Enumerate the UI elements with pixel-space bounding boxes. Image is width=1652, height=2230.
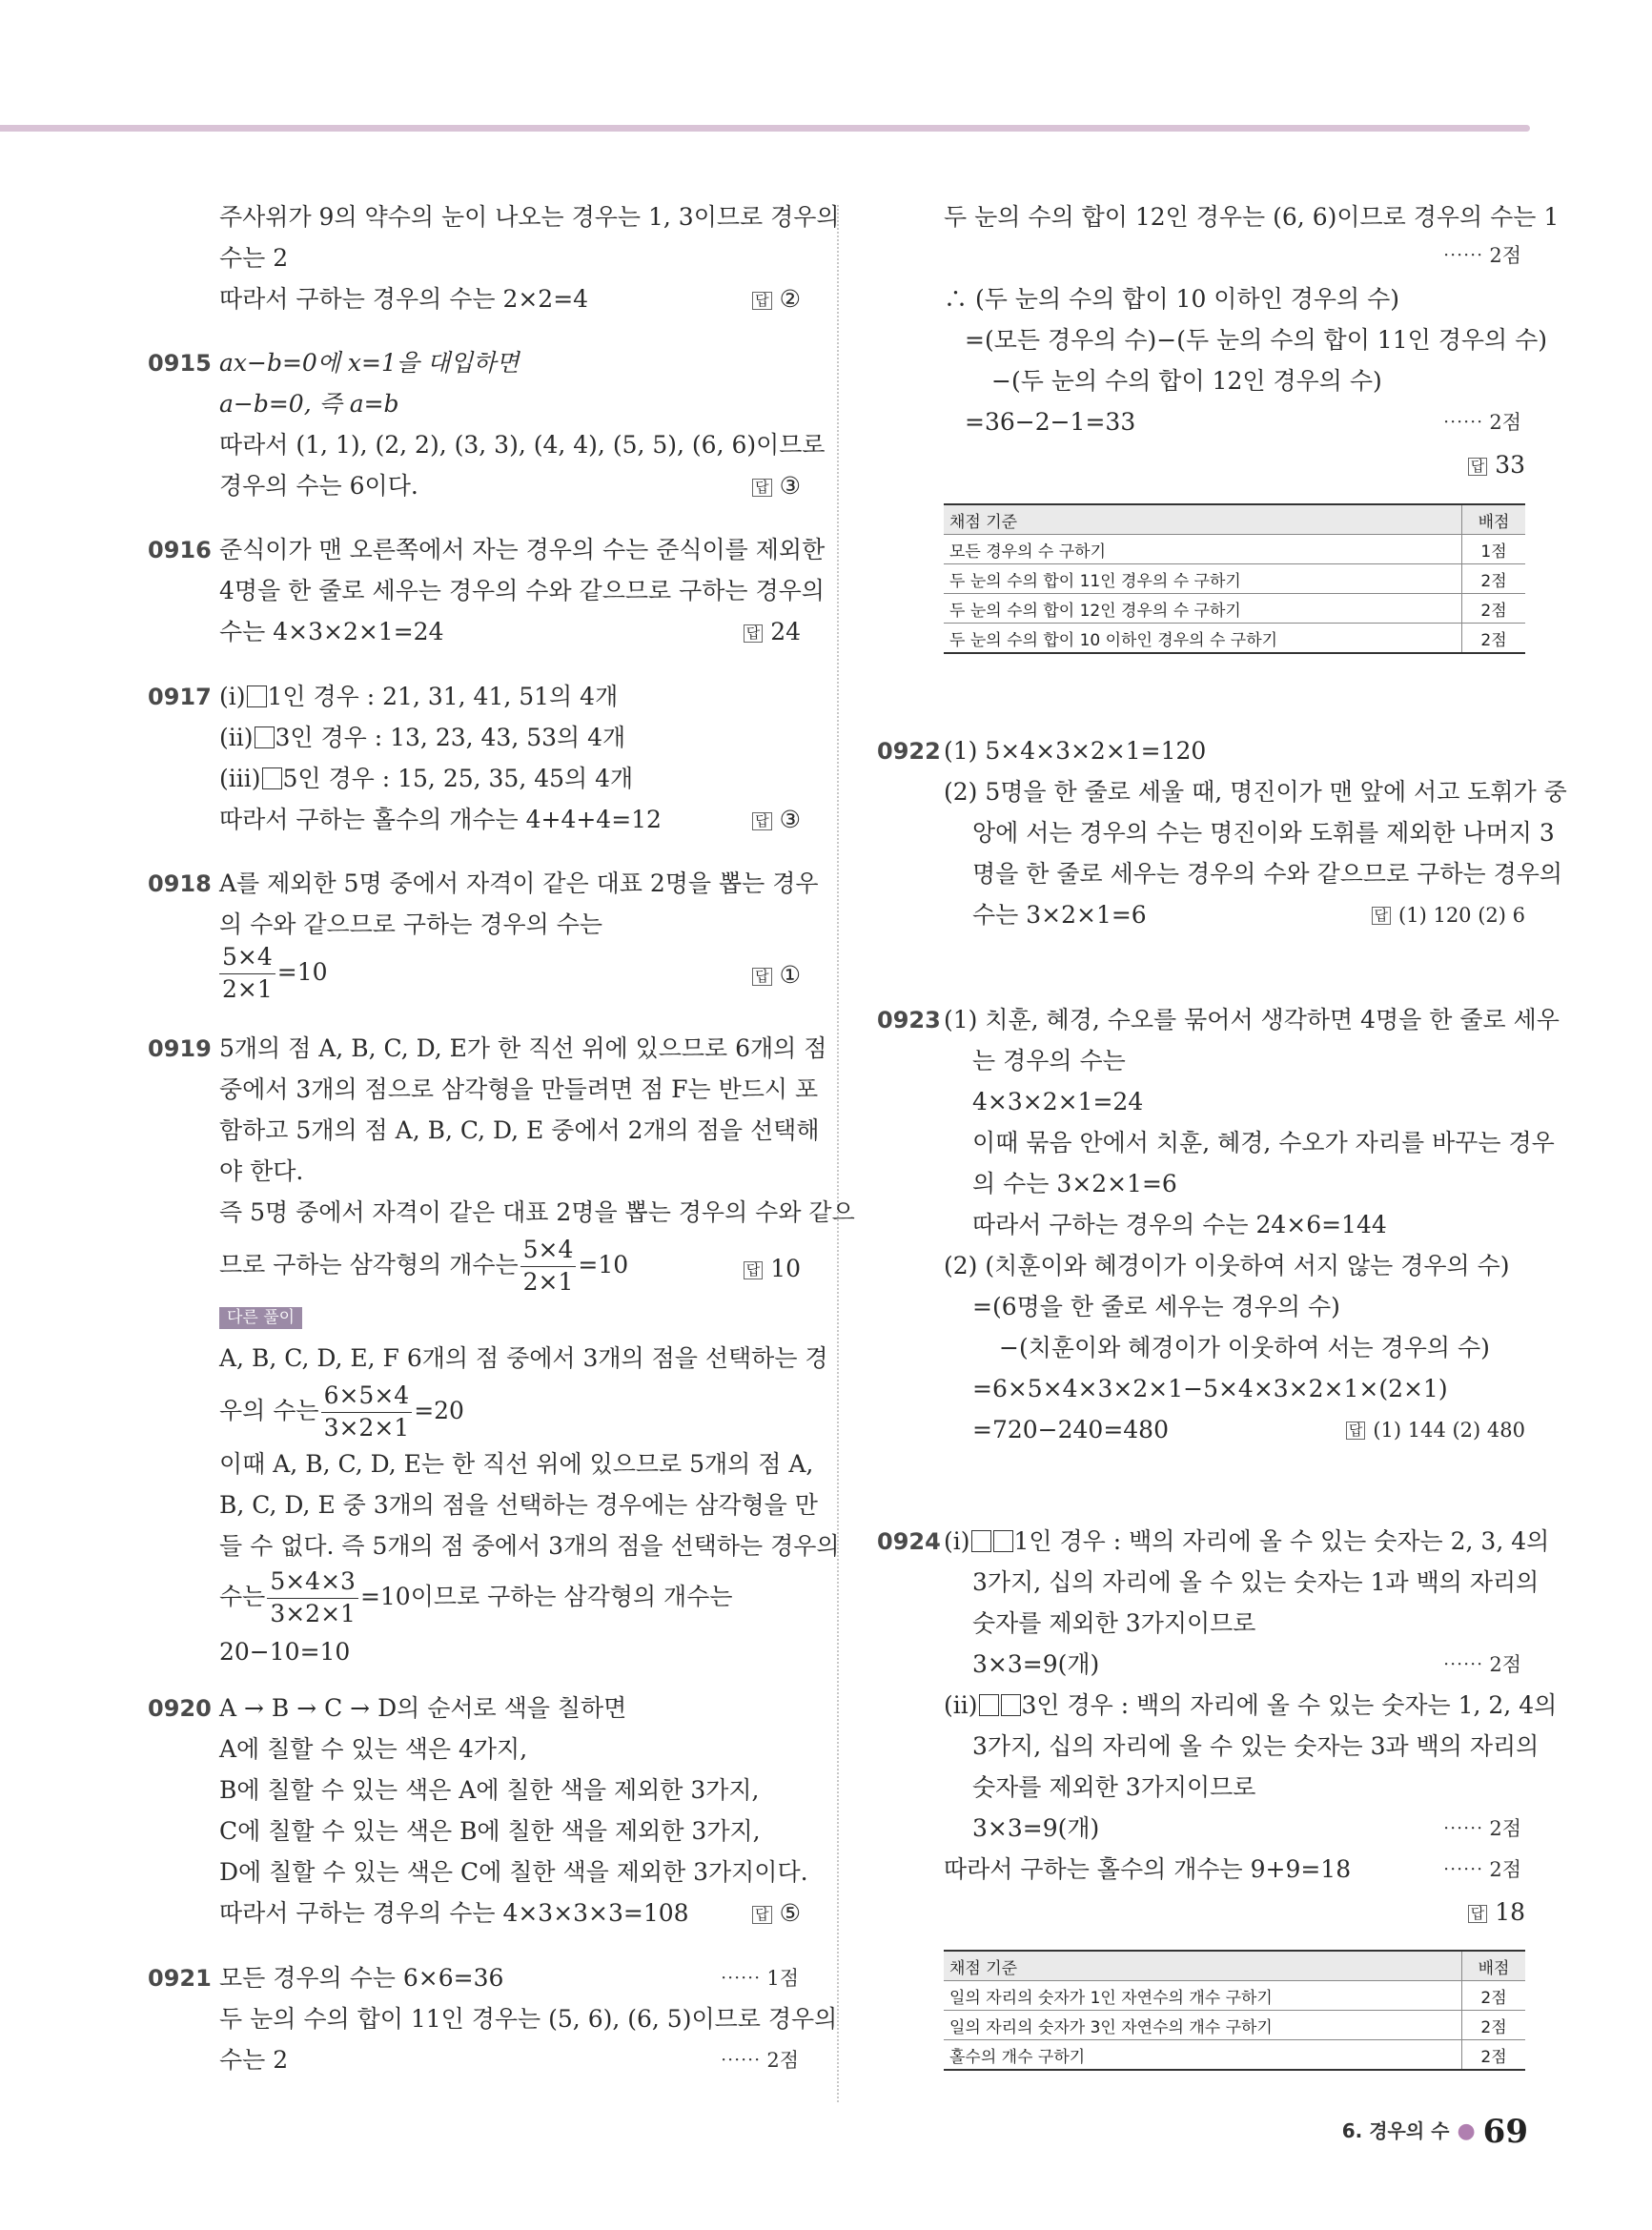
text-line: =720−240=480 [972,1416,1169,1443]
score-mark: ⋯⋯ 1점 [720,1967,799,1990]
grading-table [944,503,1525,654]
fraction: $\frac{6\times 5\times 4}{3\times 2\times 1}$ [321,1382,413,1442]
text-line: 3가지, 십의 자리에 올 수 있는 숫자는 3과 백의 자리의 [972,1732,1540,1760]
text-line: B, C, D, E 중 3개의 점을 선택하는 경우에는 삼각형을 만 [219,1491,818,1519]
problem-number: 0920 [148,1695,212,1722]
text-line: 수는 4×3×2×1=24 [219,618,444,645]
text-line: (i) 1인 경우 : 21, 31, 41, 51의 4개 [219,683,619,710]
table-row [944,2040,1525,2071]
answer-mark: 답 24 [744,620,801,644]
bullet-icon: ● [1457,2119,1476,2143]
text-line: 따라서 구하는 경우의 수는 2×2=4 [219,285,589,313]
text-line: =36−2−1=33 [965,408,1136,436]
table-row [944,1981,1525,2011]
table-row [944,564,1525,594]
table-cell: 1점 [1462,535,1526,564]
problem-number: 0919 [148,1035,212,1062]
text-line: (i) 1인 경우 : 백의 자리에 올 수 있는 숫자는 2, 3, 4의 [944,1527,1550,1555]
text-line: (1) 5×4×3×2×1=120 [944,737,1207,765]
answer-mark: 답 18 [1468,1900,1525,1924]
text-line: 들 수 없다. 즉 5개의 점 중에서 3개의 점을 선택하는 경우의 [219,1532,840,1560]
text-line: 즉 5명 중에서 자격이 같은 대표 2명을 뽑는 경우의 수와 같으 [219,1198,855,1226]
text-line: 숫자를 제외한 3가지이므로 [972,1609,1256,1637]
text-line: 4명을 한 줄로 세우는 경우의 수와 같으므로 구하는 경우의 [219,577,825,604]
fraction-line: 우의 수는 $\frac{6\times 5\times 4}{3\times 2\times 1}$ =20 [219,1381,464,1442]
text-line: 따라서 구하는 경우의 수는 4×3×3×3=108 [219,1899,689,1927]
table-cell: 2점 [1462,2040,1526,2071]
problem-number: 0915 [148,350,212,377]
answer-mark: 답 ① [752,963,801,987]
text-line: 수는 3×2×1=6 [972,901,1147,929]
text-line: 두 눈의 수의 합이 12인 경우는 (6, 6)이므로 경우의 수는 1 [944,203,1560,231]
table-cell: 2점 [1462,624,1526,654]
text-line: 3×3=9(개) [972,1650,1100,1678]
top-decorative-bar [0,125,1530,132]
problem-number: 0921 [148,1965,212,1992]
table-cell: 2점 [1462,594,1526,624]
blank-square-icon [255,726,275,748]
text-line: 앙에 서는 경우의 수는 명진이와 도휘를 제외한 나머지 3 [972,819,1555,847]
score-mark: ⋯⋯ 2점 [1442,1858,1521,1881]
text-line: A → B → C → D의 순서로 색을 칠하면 [219,1694,627,1722]
table-row [944,535,1525,564]
table-header: 채점 기준 [944,1951,1462,1981]
text-line: 모든 경우의 수는 6×6=36 [219,1964,504,1992]
text-line: 수는 2 [219,2046,289,2074]
text-line: 5개의 점 A, B, C, D, E가 한 직선 위에 있으므로 6개의 점 [219,1034,827,1062]
text-line: 경우의 수는 6이다. [219,472,418,500]
table-row [944,2011,1525,2040]
answer-mark: 답 ③ [752,474,801,498]
text-line: (iii) 5인 경우 : 15, 25, 35, 45의 4개 [219,765,634,792]
text-line: 의 수는 3×2×1=6 [972,1170,1177,1197]
text-line: C에 칠할 수 있는 색은 B에 칠한 색을 제외한 3가지, [219,1817,761,1845]
blank-square-icon [262,767,282,789]
table-cell: 2점 [1462,2011,1526,2040]
text-line: (2) (치훈이와 혜경이가 이웃하여 서지 않는 경우의 수) [944,1252,1510,1279]
text-line: 는 경우의 수는 [972,1047,1126,1074]
fraction-line: 므로 구하는 삼각형의 개수는 $\frac{5\times 4}{2\times 1}$ =10 [219,1236,629,1296]
text-line: 수는 2 [219,244,289,272]
text-line: 3×3=9(개) [972,1814,1100,1842]
answer-mark: 답 ③ [752,808,801,831]
text-line: 따라서 구하는 홀수의 개수는 4+4+4=12 [219,806,662,833]
text-line: (ii) 3인 경우 : 백의 자리에 올 수 있는 숫자는 1, 2, 4의 [944,1691,1558,1719]
table-header: 배점 [1462,1951,1526,1981]
problem-number: 0916 [148,537,212,563]
fraction: $\frac{5\times 4\times 3}{3\times 2\times 1}$ [267,1568,358,1628]
text-line: 이때 묶음 안에서 치훈, 혜경, 수오가 자리를 바꾸는 경우 [972,1129,1555,1156]
text-line: A에 칠할 수 있는 색은 4가지, [219,1735,528,1763]
text-line: 4×3×2×1=24 [972,1088,1144,1115]
answer-mark: 답 ⑤ [752,1901,801,1925]
table-cell: 두 눈의 수의 합이 10 이하인 경우의 수 구하기 [944,624,1462,654]
text-line: 따라서 구하는 홀수의 개수는 9+9=18 [944,1855,1352,1883]
table-cell: 일의 자리의 숫자가 3인 자연수의 개수 구하기 [944,2011,1462,2040]
table-row [944,594,1525,624]
text-line: =6×5×4×3×2×1−5×4×3×2×1×(2×1) [972,1375,1448,1402]
text-line: 숫자를 제외한 3가지이므로 [972,1773,1256,1801]
answer-mark: 답 33 [1468,453,1525,477]
fraction-line: 수는 $\frac{5\times 4\times 3}{3\times 2\times 1}$ =10이므로 구하는 삼각형의 개수는 [219,1567,733,1627]
text-line: 3가지, 십의 자리에 올 수 있는 숫자는 1과 백의 자리의 [972,1568,1540,1596]
text-line: ax−b=0에 x=1을 대입하면 [219,349,520,377]
score-mark: ⋯⋯ 2점 [1442,244,1521,267]
text-line: 20−10=10 [219,1638,351,1666]
table-cell: 두 눈의 수의 합이 12인 경우의 수 구하기 [944,594,1462,624]
fraction-line: $\frac{5\times 4}{2\times 1}$ =10 [217,944,328,1004]
text-line: ∴ (두 눈의 수의 합이 10 이하인 경우의 수) [944,285,1399,313]
text-line: 중에서 3개의 점으로 삼각형을 만들려면 점 F는 반드시 포 [219,1075,819,1103]
text-line: (1) 치훈, 혜경, 수오를 묶어서 생각하면 4명을 한 줄로 세우 [944,1006,1560,1033]
text-line: 의 수와 같으므로 구하는 경우의 수는 [219,910,602,938]
text-line: 주사위가 9의 약수의 눈이 나오는 경우는 1, 3이므로 경우의 [219,203,840,231]
text-line: −(치훈이와 혜경이가 이웃하여 서는 경우의 수) [999,1334,1490,1361]
text-line: 이때 A, B, C, D, E는 한 직선 위에 있으므로 5개의 점 A, [219,1450,814,1478]
score-mark: ⋯⋯ 2점 [720,2049,799,2072]
text-line: =(모든 경우의 수)−(두 눈의 수의 합이 11인 경우의 수) [965,326,1547,354]
alternative-solution-badge: 다른 풀이 [219,1307,302,1329]
table-cell: 두 눈의 수의 합이 11인 경우의 수 구하기 [944,564,1462,594]
fraction: $\frac{5\times 4}{2\times 1}$ [219,944,275,1004]
answer-mark: 답 ② [752,287,801,311]
table-cell: 일의 자리의 숫자가 1인 자연수의 개수 구하기 [944,1981,1462,2011]
grading-table [944,1950,1525,2071]
text-line: A를 제외한 5명 중에서 자격이 같은 대표 2명을 뽑는 경우 [219,869,819,897]
score-mark: ⋯⋯ 2점 [1442,1817,1521,1840]
text-line: =(6명을 한 줄로 세우는 경우의 수) [972,1293,1340,1320]
text-line: 함하고 5개의 점 A, B, C, D, E 중에서 2개의 점을 선택해 [219,1116,820,1144]
blank-square-icon [971,1530,991,1552]
chapter-title: 6. 경우의 수 [1341,2119,1450,2142]
page-number: 69 [1482,2113,1528,2151]
table-cell: 홀수의 개수 구하기 [944,2040,1462,2071]
text-line: A, B, C, D, E, F 6개의 점 중에서 3개의 점을 선택하는 경 [219,1344,828,1372]
table-row [944,624,1525,654]
problem-number: 0923 [877,1007,941,1033]
answer-mark: 답 10 [744,1257,801,1280]
text-line: (2) 5명을 한 줄로 세울 때, 명진이가 맨 앞에 서고 도휘가 중 [944,778,1567,806]
text-line: 따라서 구하는 경우의 수는 24×6=144 [972,1211,1387,1238]
text-line: 준식이가 맨 오른쪽에서 자는 경우의 수는 준식이를 제외한 [219,536,826,563]
table-header: 배점 [1462,504,1526,535]
text-line: −(두 눈의 수의 합이 12인 경우의 수) [991,367,1382,395]
problem-number: 0922 [877,738,941,765]
blank-square-icon [247,685,267,707]
text-line: D에 칠할 수 있는 색은 C에 칠한 색을 제외한 3가지이다. [219,1858,808,1886]
blank-square-icon [993,1530,1013,1552]
text-line: (ii) 3인 경우 : 13, 23, 43, 53의 4개 [219,724,626,751]
blank-square-icon [979,1694,999,1716]
column-divider [837,205,839,2102]
table-header-row [944,504,1525,535]
text-line: 따라서 (1, 1), (2, 2), (3, 3), (4, 4), (5, 5), (6, 6)이므로 [219,431,826,459]
text-line: a−b=0, 즉 a=b [219,390,399,418]
blank-square-icon [1001,1694,1021,1716]
table-cell: 2점 [1462,564,1526,594]
problem-number: 0918 [148,870,212,897]
table-header-row [944,1951,1525,1981]
problem-number: 0924 [877,1528,941,1555]
text-line: 두 눈의 수의 합이 11인 경우는 (5, 6), (6, 5)이므로 경우의 [219,2005,838,2033]
score-mark: ⋯⋯ 2점 [1442,1653,1521,1676]
fraction: $\frac{5\times 4}{2\times 1}$ [520,1237,577,1297]
table-cell: 2점 [1462,1981,1526,2011]
answer-mark: 답 (1) 120 (2) 6 [1372,906,1525,926]
table-cell: 모든 경우의 수 구하기 [944,535,1462,564]
answer-mark: 답 (1) 144 (2) 480 [1346,1421,1525,1441]
text-line: 명을 한 줄로 세우는 경우의 수와 같으므로 구하는 경우의 [972,860,1563,888]
table-header: 채점 기준 [944,504,1462,535]
problem-number: 0917 [148,684,212,710]
text-line: 야 한다. [219,1157,304,1185]
score-mark: ⋯⋯ 2점 [1442,411,1521,434]
text-line: B에 칠할 수 있는 색은 A에 칠한 색을 제외한 3가지, [219,1776,760,1804]
page-footer [1342,2113,1528,2151]
